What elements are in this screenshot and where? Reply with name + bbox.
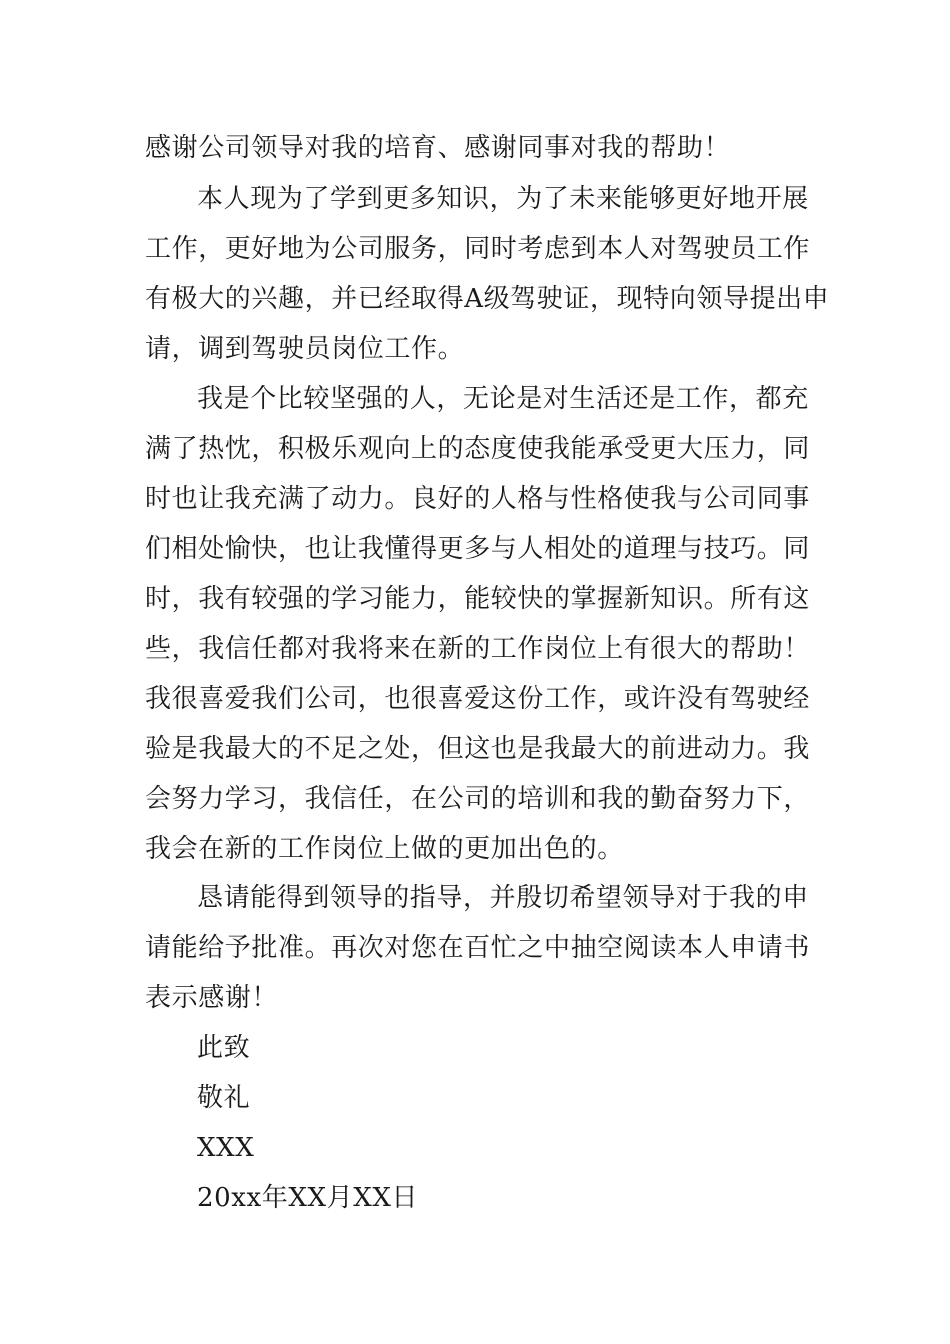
body-line: 时，我有较强的学习能力，能较快的掌握新知识。所有这 xyxy=(145,584,811,614)
body-line: 们相处愉快，也让我懂得更多与人相处的道理与技巧。同 xyxy=(145,534,811,564)
signature: XXX xyxy=(197,1133,255,1163)
paragraph-start-line: 我是个比较坚强的人，无论是对生活还是工作，都充 xyxy=(197,384,809,414)
body-line: 些，我信任都对我将来在新的工作岗位上有很大的帮助！ xyxy=(145,634,811,664)
paragraph-start-line: 恳请能得到领导的指导，并殷切希望领导对于我的申 xyxy=(197,883,809,913)
body-line: 满了热忱，积极乐观向上的态度使我能承受更大压力，同 xyxy=(145,434,811,464)
body-line: 请，调到驾驶员岗位工作。 xyxy=(145,334,465,364)
body-line: 时也让我充满了动力。良好的人格与性格使我与公司同事 xyxy=(145,484,811,514)
body-line: 有极大的兴趣，并已经取得A级驾驶证，现特向领导提出申 xyxy=(145,284,830,314)
body-line: 我会在新的工作岗位上做的更加出色的。 xyxy=(145,834,624,864)
body-line: 工作，更好地为公司服务，同时考虑到本人对驾驶员工作 xyxy=(145,234,811,264)
body-line: 会努力学习，我信任，在公司的培训和我的勤奋努力下， xyxy=(145,784,811,814)
salutation-line-1: 此致 xyxy=(197,1033,251,1063)
body-line: 我很喜爱我们公司，也很喜爱这份工作，或许没有驾驶经 xyxy=(145,684,811,714)
body-line: 请能给予批准。再次对您在百忙之中抽空阅读本人申请书 xyxy=(145,933,811,963)
body-line: 感谢公司领导对我的培育、感谢同事对我的帮助！ xyxy=(145,133,731,163)
body-line: 表示感谢！ xyxy=(145,983,279,1013)
body-line: 验是我最大的不足之处，但这也是我最大的前进动力。我 xyxy=(145,734,811,764)
paragraph-start-line: 本人现为了学到更多知识，为了未来能够更好地开展 xyxy=(197,184,809,214)
salutation-line-2: 敬礼 xyxy=(197,1083,251,1113)
date-line: 20xx年XX月XX日 xyxy=(197,1183,419,1213)
